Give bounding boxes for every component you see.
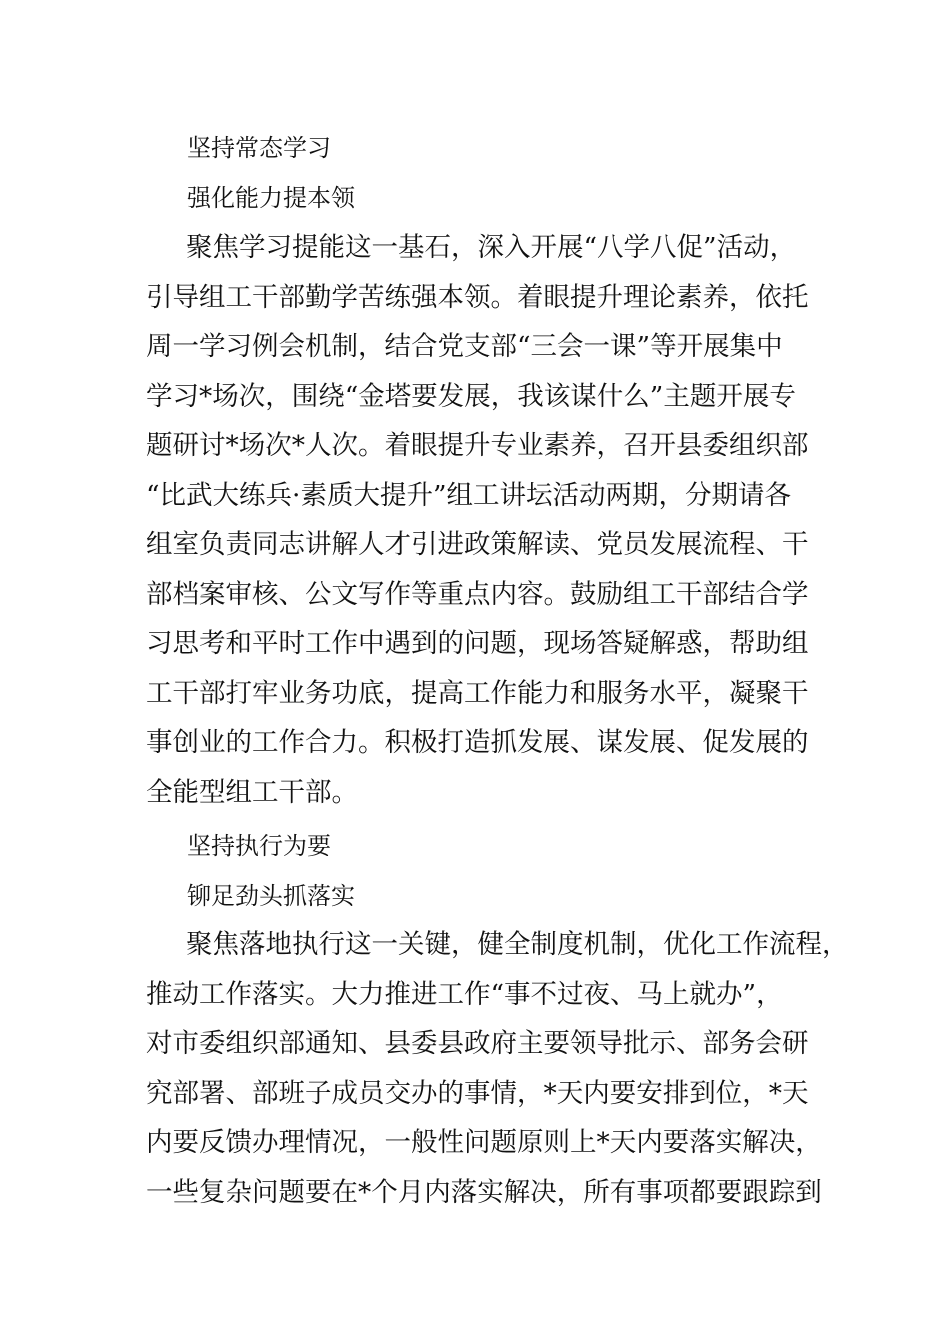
section-body-1 <box>146 228 836 822</box>
section-heading-2: 坚持执行为要 <box>187 832 331 860</box>
body-line: 全能型组工干部。 <box>146 776 358 808</box>
section-subheading-2: 铆足劲头抓落实 <box>187 882 355 910</box>
body-line: 对市委组织部通知、县委县政府主要领导批示、部务会研 <box>146 1028 809 1059</box>
body-line: 内要反馈办理情况，一般性问题原则上*天内要落实解决， <box>146 1127 822 1158</box>
section-body-2 <box>146 925 849 1222</box>
body-line: 习思考和平时工作中遇到的问题，现场答疑解惑，帮助组 <box>146 628 809 659</box>
body-line: 引导组工干部勤学苦练强本领。着眼提升理论素养，依托 <box>146 281 809 313</box>
body-line: “比武大练兵·素质大提升”组工讲坛活动两期，分期请各 <box>146 479 792 511</box>
body-line: 周一学习例会机制，结合党支部“三会一课”等开展集中 <box>146 331 783 362</box>
body-line: 学习*场次，围绕“金塔要发展，我该谋什么”主题开展专 <box>146 380 796 412</box>
body-line: 组室负责同志讲解人才引进政策解读、党员发展流程、干 <box>146 529 809 560</box>
body-line: 究部署、部班子成员交办的事情，*天内要安排到位，*天 <box>146 1077 809 1109</box>
body-line: 推动工作落实。大力推进工作“事不过夜、马上就办”， <box>146 978 783 1010</box>
body-line: 部档案审核、公文写作等重点内容。鼓励组工干部结合学 <box>146 578 809 610</box>
body-line: 事创业的工作合力。积极打造抓发展、谋发展、促发展的 <box>146 727 809 758</box>
body-line: 聚焦落地执行这一关键，健全制度机制，优化工作流程， <box>186 929 849 960</box>
section-subheading-1: 强化能力提本领 <box>187 184 355 212</box>
body-line: 一些复杂问题要在*个月内落实解决，所有事项都要跟踪到 <box>146 1176 822 1208</box>
section-heading-1: 坚持常态学习 <box>187 134 331 162</box>
body-line: 工干部打牢业务功底，提高工作能力和服务水平，凝聚干 <box>146 677 809 709</box>
body-line: 聚焦学习提能这一基石，深入开展“八学八促”活动， <box>186 232 797 263</box>
body-line: 题研讨*场次*人次。着眼提升专业素养，召开县委组织部 <box>146 430 809 461</box>
